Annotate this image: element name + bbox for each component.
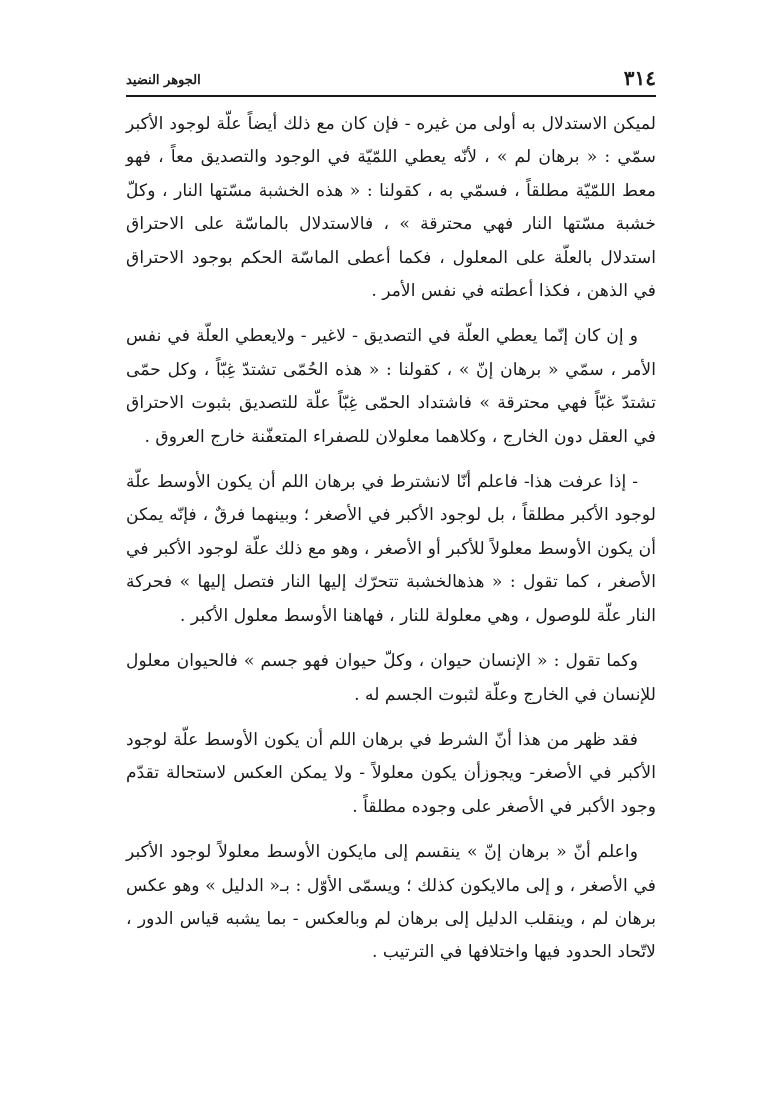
paragraph: وكما تقول : « الإنسان حيوان ، وكلّ حيوان فهو جسم » فالحيوان معلول للإنسان في الخارج وعلّة لثبوت الجسم له . bbox=[126, 651, 656, 705]
body-text bbox=[126, 108, 656, 982]
paragraph: و إن كان إنّما يعطي العلّة في التصديق - لاغير - ولايعطي العلّة في نفس الأمر ، سمّي « برهان إنّ » ، كقولنا : « هذه الحُمّى تشتدّ غِبّاً ، وكل حمّى تشتدّ غبّاً فهي محترقة » فاشتداد الحمّى غِبّاً علّة للتصديق بثبوت الاحتراق في العقل دون الخارج ، وكلاهما معلولان للصفراء المتعفّنة خارج العروق . bbox=[126, 326, 656, 447]
paragraph: فقد ظهر من هذا أنّ الشرط في برهان اللم أن يكون الأوسط علّة لوجود الأكبر في الأصغر- ويجوزأن يكون معلولاً - ولا يمكن العكس لاستحالة تقدّم وجود الأكبر في الأصغر على وجوده مطلقاً . bbox=[126, 729, 656, 817]
page-number: ٣١٤ bbox=[623, 66, 656, 90]
book-title: الجوهر النضيد bbox=[126, 73, 201, 88]
header-rule bbox=[126, 95, 656, 97]
running-header bbox=[126, 64, 656, 94]
paragraph: - إذا عرفت هذا- فاعلم أنّا لانشترط في برهان اللم أن يكون الأوسط علّة لوجود الأكبر مطلقاً ، بل لوجود الأكبر في الأصغر ؛ وبينهما فرقٌ ، فإنّه يمكن أن يكون الأوسط معلولاً للأكبر أو الأصغر ، وهو مع ذلك علّة لوجود الأكبر في الأصغر ، كما تقول : « هذهالخشبة تتحرّك إليها النار فتصل إليها » فحركة النار علّة للوصول ، وهي معلولة للنار ، فهاهنا الأوسط معلول الأكبر . bbox=[126, 472, 656, 626]
paragraph: واعلم أنّ « برهان إنّ » ينقسم إلى مايكون الأوسط معلولاً لوجود الأكبر في الأصغر ، و إلى مالايكون كذلك ؛ ويسمّى الأوّل : بـ« الدليل » وهو عكس برهان لم ، وينقلب الدليل إلى برهان لم وبالعكس - بما يشبه قياس الدور ، لاتّحاد الحدود فيها واختلافها في الترتيب . bbox=[126, 842, 656, 963]
paragraph: لميكن الاستدلال به أولى من غيره - فإن كان مع ذلك أيضاً علّة لوجود الأكبر سمّي : « برهان لم » ، لأنّه يعطي اللمّيّة في الوجود والتصديق معاً ، فهو معط اللمّيّة مطلقاً ، فسمّي به ، كقولنا : « هذه الخشبة مسّتها النار ، وكلّ خشبة مسّتها النار فهي محترقة » ، فالاستدلال بالماسّة على الاحتراق استدلال بالعلّة على المعلول ، فكما أعطى الماسّة الحكم بوجود الاحتراق في الذهن ، فكذا أعطته في نفس الأمر . bbox=[126, 114, 656, 302]
